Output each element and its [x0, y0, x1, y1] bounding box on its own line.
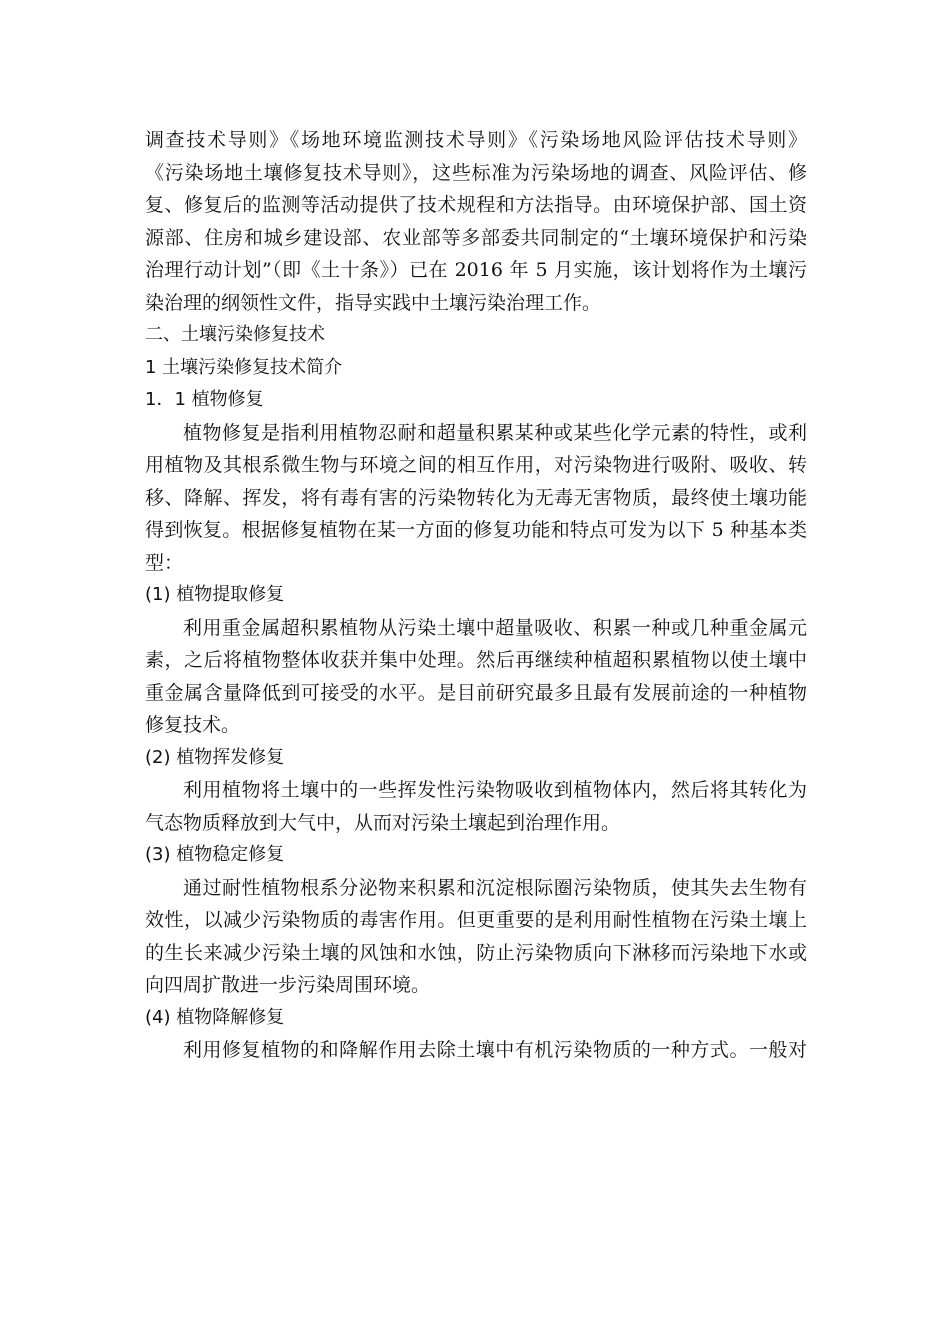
- paragraph-line: 素，之后将植物整体收获并集中处理。然后再继续种植超积累植物以使土壤中: [145, 649, 807, 671]
- paragraph-line: 通过耐性植物根系分泌物来积累和沉淀根际圈污染物质，使其失去生物有: [183, 876, 807, 899]
- paragraph-line: 利用重金属超积累植物从污染土壤中超量吸收、积累一种或几种重金属元: [183, 616, 807, 639]
- paragraph-line: 利用植物将土壤中的一些挥发性污染物吸收到植物体内，然后将其转化为: [183, 779, 807, 801]
- paragraph-line: 移、降解、挥发，将有毒有害的污染物转化为无毒无害物质，最终使土壤功能: [145, 486, 807, 509]
- paragraph-line: 利用修复植物的和降解作用去除土壤中有机污染物质的一种方式。一般对: [183, 1039, 807, 1061]
- type-heading: (3) 植物稳定修复: [145, 844, 285, 865]
- paragraph-line: 气态物质释放到大气中，从而对污染土壤起到治理作用。: [145, 811, 621, 834]
- type-heading: (4) 植物降解修复: [145, 1006, 285, 1028]
- document-body: [145, 124, 807, 1067]
- type-heading: (1) 植物提取修复: [145, 584, 285, 605]
- paragraph-line: 植物修复是指利用植物忍耐和超量积累某种或某些化学元素的特性，或利: [183, 421, 807, 444]
- intro-line: 调查技术导则》《场地环境监测技术导则》《污染场地风险评估技术导则》: [145, 129, 807, 151]
- paragraph-line: 得到恢复。根据修复植物在某一方面的修复功能和特点可发为以下 5 种基本类: [145, 519, 807, 541]
- intro-line: 《污染场地土壤修复技术导则》，这些标准为污染场地的调查、风险评估、修: [145, 161, 807, 184]
- paragraph-line: 型：: [145, 551, 184, 574]
- paragraph-line: 效性，以减少污染物质的毒害作用。但更重要的是利用耐性植物在污染土壤上: [145, 909, 807, 931]
- paragraph-line: 向四周扩散进一步污染周围环境。: [145, 974, 431, 996]
- subsubsection-heading: 1．1 植物修复: [145, 389, 264, 410]
- paragraph-line: 重金属含量降低到可接受的水平。是目前研究最多且最有发展前途的一种植物: [145, 681, 807, 704]
- subsection-heading: 1 土壤污染修复技术简介: [145, 356, 343, 378]
- intro-line: 染治理的纲领性文件，指导实践中土壤污染治理工作。: [145, 291, 602, 314]
- paragraph-line: 修复技术。: [145, 714, 241, 736]
- section-heading: 二、土壤污染修复技术: [145, 324, 325, 345]
- paragraph-line: 用植物及其根系微生物与环境之间的相互作用，对污染物进行吸附、吸收、转: [145, 454, 807, 476]
- intro-line: 复、修复后的监测等活动提供了技术规程和方法指导。由环境保护部、国土资: [145, 194, 807, 216]
- paragraph-line: 的生长来减少污染土壤的风蚀和水蚀，防止污染物质向下淋移而污染地下水或: [145, 941, 807, 964]
- intro-line: 治理行动计划”（即《土十条》）已在 2016 年 5 月实施，该计划将作为土壤污: [145, 259, 807, 281]
- type-heading: (2) 植物挥发修复: [145, 746, 285, 768]
- intro-line: 源部、住房和城乡建设部、农业部等多部委共同制定的“土壤环境保护和污染: [145, 226, 807, 249]
